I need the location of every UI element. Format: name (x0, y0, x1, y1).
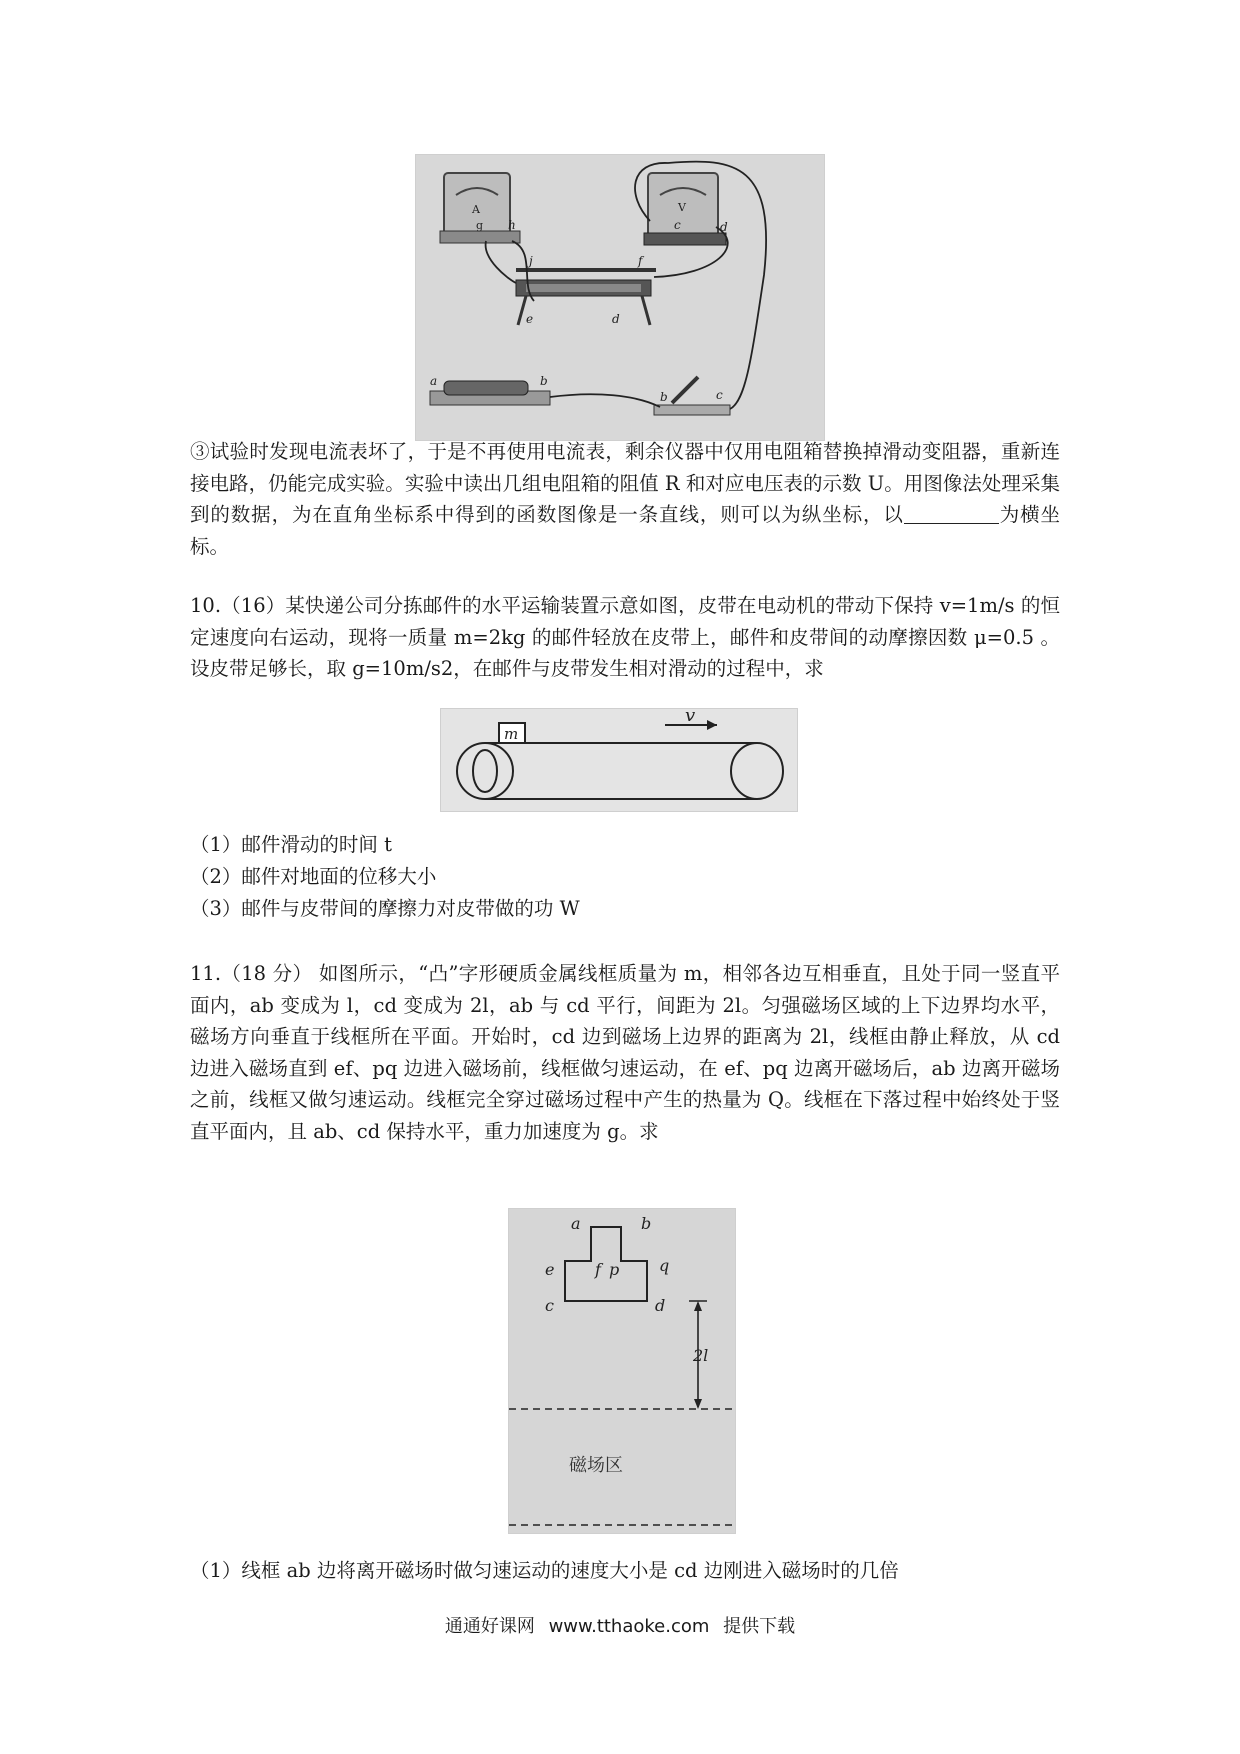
frame-diagram (509, 1209, 735, 1533)
arrow-down-icon (694, 1399, 702, 1409)
ammeter-icon (440, 173, 520, 243)
terminal-d-label: d (720, 220, 728, 234)
label-p: p (609, 1260, 620, 1279)
arrow-up-icon (694, 1301, 702, 1311)
label-f: f (595, 1260, 601, 1279)
terminal-c-label: c (674, 218, 681, 232)
voltmeter-label: V (678, 201, 686, 214)
label-c: c (545, 1296, 554, 1315)
terminal-a-label: a (430, 374, 438, 388)
q10-part3: （3）邮件与皮带间的摩擦力对皮带做的功 W (190, 897, 580, 920)
q9-part3-text (190, 436, 1060, 562)
frame-figure (508, 1208, 736, 1534)
q11-part1: （1）线框 ab 边将离开磁场时做匀速运动的速度大小是 cd 边刚进入磁场时的几倍 (190, 1559, 899, 1582)
magnetic-region-label: 磁场区 (569, 1455, 623, 1476)
terminal-g-label: g (476, 219, 484, 232)
footer-url: www.tthaoke.com (548, 1616, 710, 1637)
answer-blank (904, 501, 999, 524)
conveyor-diagram (441, 709, 797, 811)
switch-b-label: b (660, 390, 668, 404)
q9-part3-tail: 为横坐标。 (190, 503, 1060, 558)
mass-label: m (504, 725, 519, 743)
terminal-h-label: h (508, 218, 516, 232)
circuit-figure (415, 154, 825, 441)
terminal-b-label: b (540, 374, 548, 388)
velocity-label: v (685, 709, 696, 726)
footer-site: 通通好课网 (444, 1616, 535, 1637)
q10-intro: 10.（16）某快递公司分拣邮件的水平运输装置示意如图，皮带在电动机的带动下保持 v=1m/s 的恒定速度向右运动，现将一质量 m=2kg 的邮件轻放在皮带上，邮件和皮带间的动摩擦因数 μ=0.5 。设皮带足够长，取 g=10m/s2，在邮件与皮带发生相对滑动的过程中，求 (190, 594, 1060, 680)
circuit-diagram (416, 155, 824, 440)
conveyor-figure (440, 708, 798, 812)
q10-part2: （2）邮件对地面的位移大小 (190, 865, 437, 888)
terminal-d2-label: d (612, 312, 620, 326)
terminal-j-label: j (529, 254, 533, 268)
distance-label: 2l (693, 1346, 709, 1365)
ammeter-label: A (472, 203, 480, 216)
label-e: e (545, 1260, 555, 1279)
q10-part1: （1）邮件滑动的时间 t (190, 833, 392, 856)
switch-c-label: c (716, 388, 723, 402)
terminal-f-label: f (638, 254, 643, 268)
label-q: q (659, 1256, 670, 1275)
page-footer (0, 1612, 1240, 1638)
label-b: b (641, 1214, 652, 1233)
label-d: d (655, 1296, 666, 1315)
terminal-e-label: e (526, 312, 534, 326)
convex-frame (565, 1227, 647, 1301)
voltmeter-icon (644, 173, 728, 245)
label-a: a (571, 1214, 581, 1233)
footer-note: 提供下载 (723, 1616, 796, 1637)
q9-part3-body: ③试验时发现电流表坏了，于是不再使用电流表，剩余仪器中仅用电阻箱替换掉滑动变阻器，重新连接电路，仍能完成实验。实验中读出几组电阻箱的阻值 R 和对应电压表的示数 U。用图像法处理采集到的数据，为在直角坐标系中得到的函数图像是一条直线，则可以为纵坐标，以 (190, 440, 1060, 526)
q11-intro: 11.（18 分） 如图所示，“凸”字形硬质金属线框质量为 m，相邻各边互相垂直，且处于同一竖直平面内，ab 变成为 l，cd 变成为 2l，ab 与 cd 平行，间距为 2l。匀强磁场区域的上下边界均水平，磁场方向垂直于线框所在平面。开始时，cd 边到磁场上边界的距离为 2l，线框由静止释放，从 cd 边进入磁场直到 ef、pq 边进入磁场前，线框做匀速运动，在 ef、pq 边离开磁场后，ab 边离开磁场之前，线框又做匀速运动。线框完全穿过磁场过程中产生的热量为 Q。线框在下落过程中始终处于竖直平面内，且 ab、cd 保持水平，重力加速度为 g。求 (190, 962, 1060, 1143)
velocity-arrow-icon (707, 720, 717, 730)
